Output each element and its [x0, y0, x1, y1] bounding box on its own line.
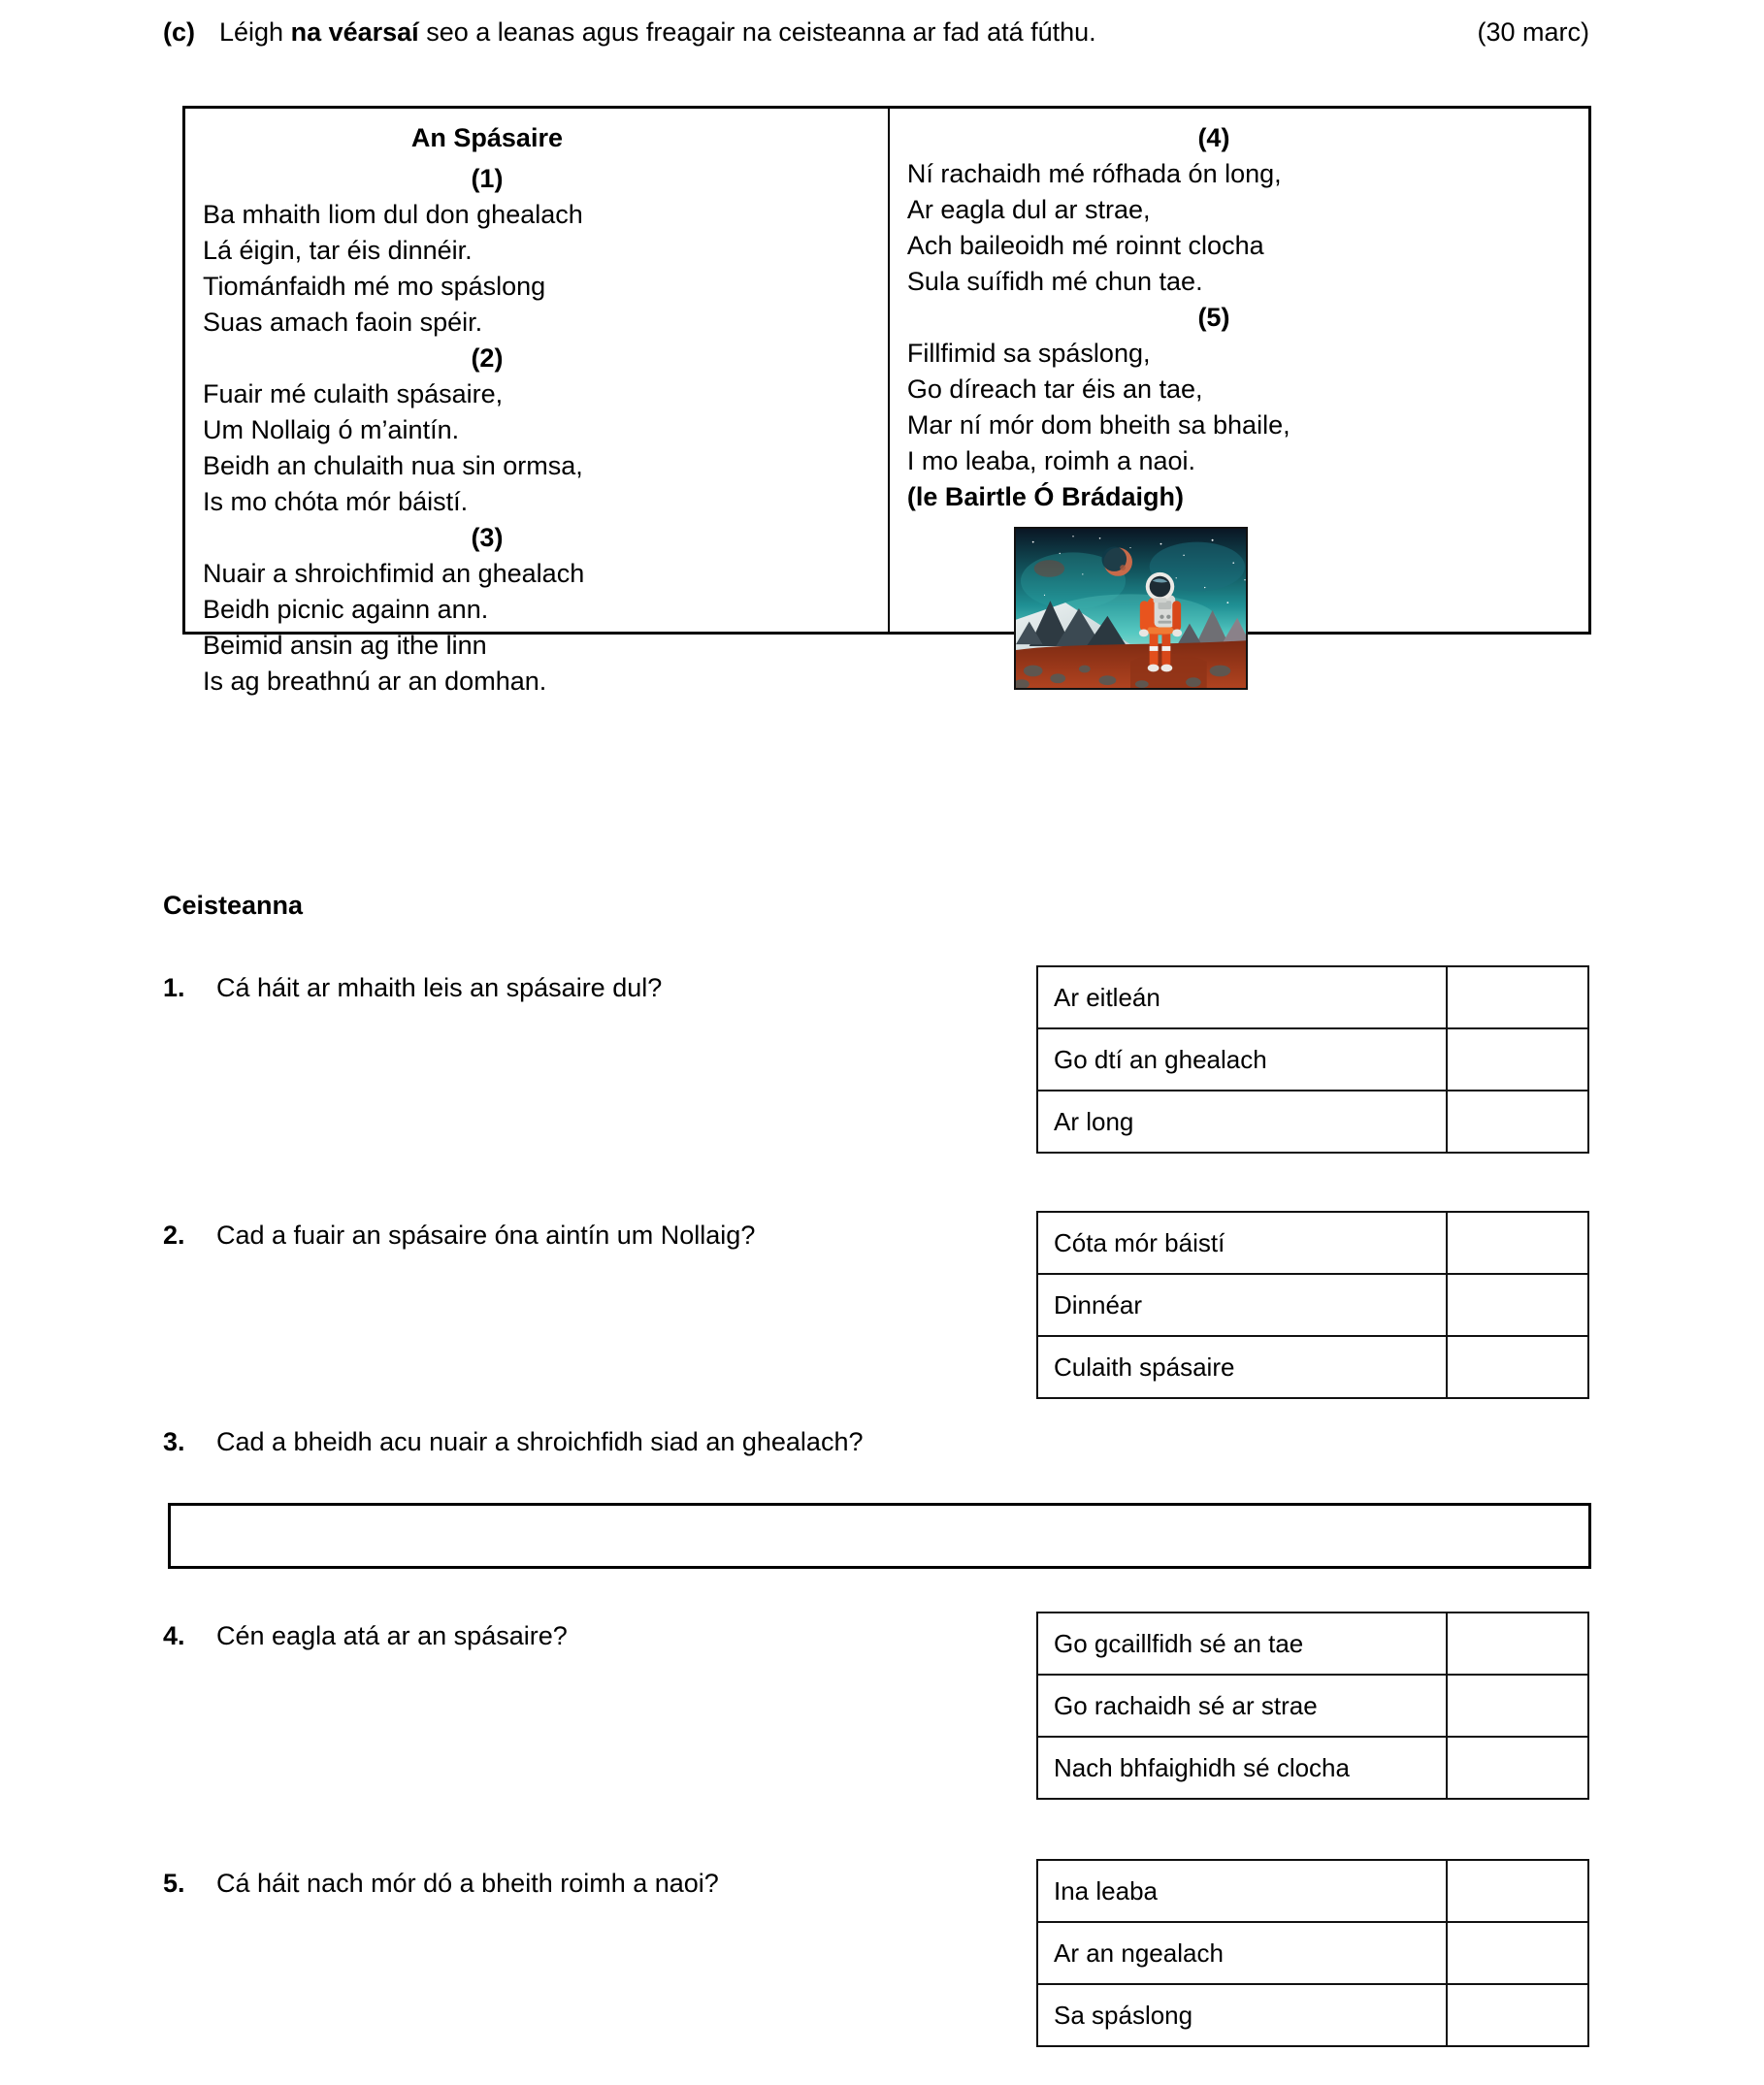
option-tick-cell[interactable]: [1447, 1737, 1588, 1799]
option-tick-cell[interactable]: [1447, 1274, 1588, 1336]
poem-title: An Spásaire: [410, 123, 563, 152]
question-text: Cén eagla atá ar an spásaire?: [216, 1621, 568, 1650]
poem-line: Ba mhaith liom dul don ghealach: [203, 200, 583, 229]
option-tick-cell[interactable]: [1447, 1860, 1588, 1922]
poem-line: Fuair mé culaith spásaire,: [203, 379, 504, 408]
instruction-text-after: seo a leanas agus freagair na ceisteanna ar fad atá fúthu.: [418, 17, 1096, 47]
option-row[interactable]: [1037, 1091, 1588, 1153]
option-row[interactable]: [1037, 1336, 1588, 1398]
option-label: Nach bhfaighidh sé clocha: [1037, 1737, 1447, 1799]
option-row[interactable]: [1037, 1675, 1588, 1737]
option-label: Cóta mór báistí: [1037, 1212, 1447, 1274]
poem-line: Go díreach tar éis an tae,: [906, 375, 1203, 404]
option-tick-cell[interactable]: [1447, 1028, 1588, 1091]
instruction-marks: (30 marc): [1477, 17, 1589, 47]
option-tick-cell[interactable]: [1447, 1336, 1588, 1398]
question-row-3: [163, 1424, 1327, 1459]
poem-column-right: [890, 109, 1588, 632]
poem-line: Nuair a shroichfimid an ghealach: [203, 559, 585, 588]
option-tick-cell[interactable]: [1447, 1922, 1588, 1984]
instruction-text-before: Léigh: [219, 17, 291, 47]
verse-number-2: (2): [471, 343, 504, 373]
option-row[interactable]: [1037, 1613, 1588, 1675]
option-label: Ar an ngealach: [1037, 1922, 1447, 1984]
poem-author: (le Bairtle Ó Brádaigh): [906, 482, 1184, 511]
options-table-2: [1036, 1211, 1589, 1399]
poem-line: I mo leaba, roimh a naoi.: [906, 446, 1196, 475]
option-tick-cell[interactable]: [1447, 1984, 1588, 2046]
question-text: Cad a bheidh acu nuair a shroichfidh siad an ghealach?: [216, 1427, 864, 1456]
option-row[interactable]: [1037, 966, 1588, 1028]
option-tick-cell[interactable]: [1447, 966, 1588, 1028]
free-answer-box-3[interactable]: [168, 1503, 1591, 1569]
option-row[interactable]: [1037, 1922, 1588, 1984]
question-text: Cá háit nach mór dó a bheith roimh a naoi?: [216, 1869, 719, 1898]
option-tick-cell[interactable]: [1447, 1212, 1588, 1274]
option-row[interactable]: [1037, 1028, 1588, 1091]
option-label: Ar long: [1037, 1091, 1447, 1153]
poem-line: Ar eagla dul ar strae,: [906, 195, 1151, 224]
astronaut-on-red-planet-icon: [1016, 529, 1246, 688]
instruction-row: [163, 16, 1589, 49]
verse-number-5: (5): [1197, 303, 1230, 332]
question-text: Cad a fuair an spásaire óna aintín um Nollaig?: [216, 1221, 756, 1250]
option-tick-cell[interactable]: [1447, 1613, 1588, 1675]
poem-line: Beimid ansin ag ithe linn: [203, 631, 487, 660]
question-number: 5.: [163, 1869, 185, 1898]
question-number: 3.: [163, 1427, 185, 1456]
question-number: 4.: [163, 1621, 185, 1650]
option-label: Sa spáslong: [1037, 1984, 1447, 2046]
instruction-text-bold: na véarsaí: [290, 17, 419, 47]
option-tick-cell[interactable]: [1447, 1675, 1588, 1737]
poem-box: [182, 106, 1591, 696]
instruction-text: [219, 16, 1438, 49]
question-row-4: [163, 1618, 1036, 1653]
poem-line: Beidh an chulaith nua sin ormsa,: [203, 451, 583, 480]
poem-line: Sula suífidh mé chun tae.: [906, 267, 1203, 296]
poem-line: Tiománfaidh mé mo spáslong: [203, 272, 546, 301]
poem-line: Is ag breathnú ar an domhan.: [203, 667, 547, 696]
question-text: Cá háit ar mhaith leis an spásaire dul?: [216, 973, 663, 1002]
verse-number-4: (4): [1197, 123, 1230, 152]
astronaut-illustration: [1014, 527, 1248, 690]
poem-line: Beidh picnic againn ann.: [203, 595, 489, 624]
option-label: Go dtí an ghealach: [1037, 1028, 1447, 1091]
verse-number-1: (1): [471, 164, 504, 193]
question-row-2: [163, 1218, 1036, 1253]
poem-line: Is mo chóta mór báistí.: [203, 487, 469, 516]
poem-line: Ach baileoidh mé roinnt clocha: [906, 231, 1264, 260]
option-row[interactable]: [1037, 1737, 1588, 1799]
option-row[interactable]: [1037, 1984, 1588, 2046]
question-number: 2.: [163, 1221, 185, 1250]
option-label: Ar eitleán: [1037, 966, 1447, 1028]
option-label: Go rachaidh sé ar strae: [1037, 1675, 1447, 1737]
option-label: Ina leaba: [1037, 1860, 1447, 1922]
poem-column-left: [185, 109, 890, 696]
poem-line: Fillfimid sa spáslong,: [906, 339, 1151, 368]
verse-number-3: (3): [471, 523, 504, 552]
poem-line: Um Nollaig ó m’aintín.: [203, 415, 460, 444]
options-table-1: [1036, 965, 1589, 1154]
instruction-label: (c): [163, 17, 195, 47]
option-row[interactable]: [1037, 1860, 1588, 1922]
options-table-4: [1036, 1612, 1589, 1800]
poem-line: Lá éigin, tar éis dinnéir.: [203, 236, 473, 265]
poem-line: Mar ní mór dom bheith sa bhaile,: [906, 410, 1290, 440]
option-row[interactable]: [1037, 1212, 1588, 1274]
option-row[interactable]: [1037, 1274, 1588, 1336]
question-row-1: [163, 970, 1036, 1005]
option-label: Dinnéar: [1037, 1274, 1447, 1336]
options-table-5: [1036, 1859, 1589, 2047]
option-label: Go gcaillfidh sé an tae: [1037, 1613, 1447, 1675]
questions-heading: Ceisteanna: [163, 891, 304, 920]
poem-line: Suas amach faoin spéir.: [203, 308, 483, 337]
question-row-5: [163, 1866, 1036, 1901]
question-number: 1.: [163, 973, 185, 1002]
poem-line: Ní rachaidh mé rófhada ón long,: [906, 159, 1282, 188]
option-label: Culaith spásaire: [1037, 1336, 1447, 1398]
option-tick-cell[interactable]: [1447, 1091, 1588, 1153]
